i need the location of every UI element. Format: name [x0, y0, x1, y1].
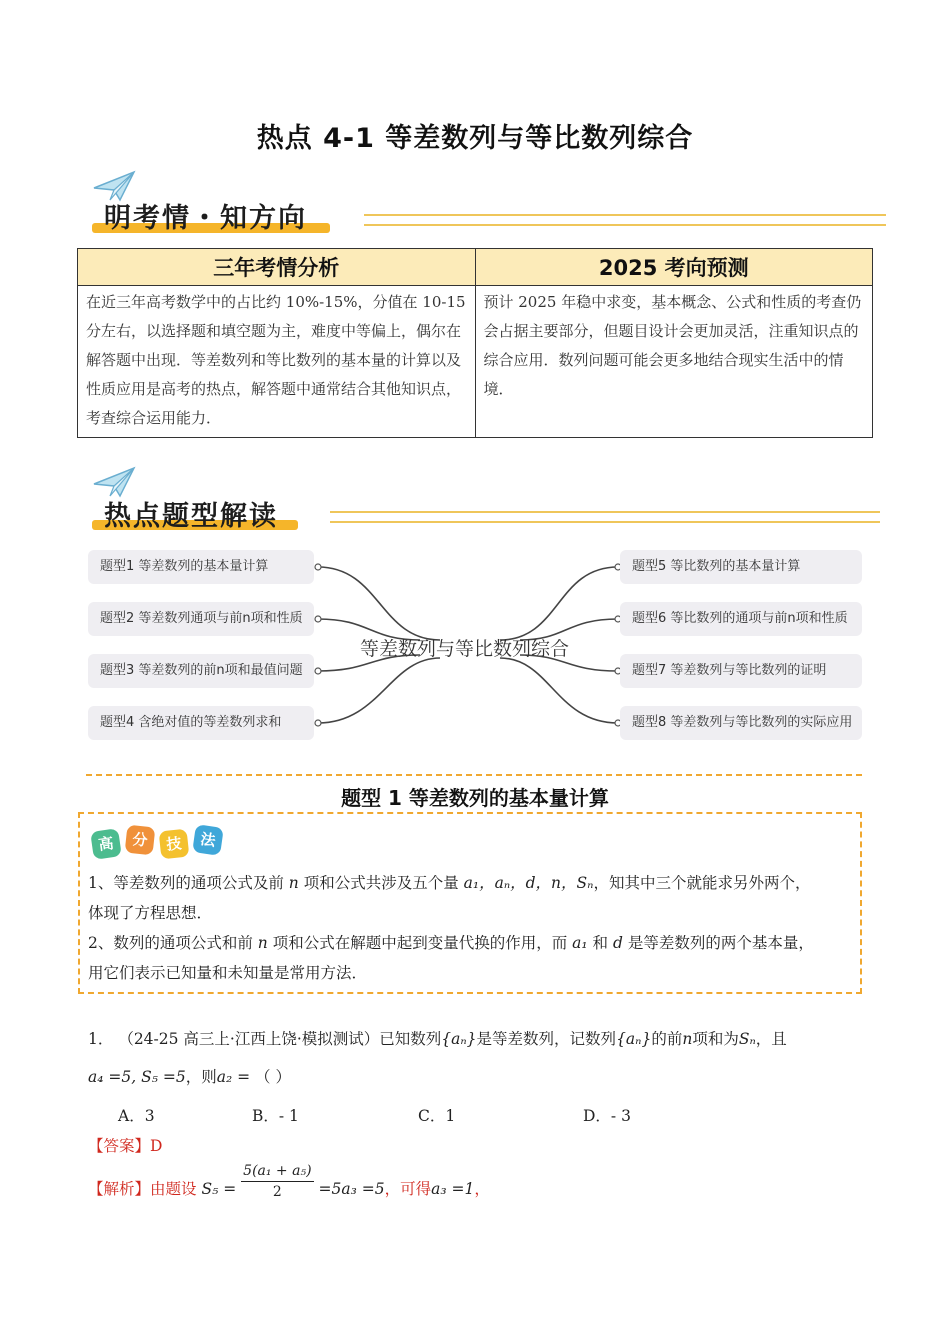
question-1-cont: a₄ =5, S₅ =5，则a₂ = （ ）	[88, 1068, 291, 1086]
exam-analysis-table	[77, 248, 873, 438]
section-title: 题型 1 等差数列的基本量计算	[341, 786, 609, 810]
choice-d[interactable]: D．- 3	[583, 1107, 631, 1125]
choice-b[interactable]: B．- 1	[252, 1107, 299, 1125]
question-1: 1． （24-25 高三上·江西上饶·模拟测试）已知数列{aₙ}是等差数列，记数列{aₙ}的前n项和为Sₙ，且	[88, 1030, 787, 1048]
analysis-line: 【解析】由题设 S₅ = $\frac{\text{5(a₁ + a₅)}}{2}$ =5a₃ =5，可得a₃ =1，	[88, 1162, 490, 1200]
tip-1: 1、等差数列的通项公式及前 n 项和公式共涉及五个量 a₁，aₙ，d，n，Sₙ，知其中三个就能求另外两个， 体现了方程思想．	[88, 874, 811, 922]
mindmap-node: 题型6 等比数列的通项与前n项和性质	[620, 602, 862, 636]
table-cell-analysis: 在近三年高考数学中的占比约 10%-15%，分值在 10-15 分左右，以选择题和填空题为主，难度中等偏上，偶尔在解答题中出现．等差数列和等比数列的基本量的计算以及性质应用是高考的热点，解答题中通常结合其他知识点，考查综合运用能力．	[78, 286, 476, 438]
mindmap-node: 题型5 等比数列的基本量计算	[620, 550, 862, 584]
tips-badge-char: 技	[159, 829, 190, 860]
tip-2: 2、数列的通项公式和前 n 项和公式在解题中起到变量代换的作用，而 a₁ 和 d 是等差数列的两个基本量， 用它们表示已知量和未知量是常用方法．	[88, 934, 814, 982]
mindmap-node: 题型4 含绝对值的等差数列求和	[88, 706, 314, 740]
tips-badge-char: 法	[192, 824, 224, 856]
mindmap-node: 题型7 等差数列与等比数列的证明	[620, 654, 862, 688]
banner-divider	[330, 511, 880, 523]
mindmap-node: 题型1 等差数列的基本量计算	[88, 550, 314, 584]
answer-line: 【答案】D	[88, 1137, 163, 1155]
table-header: 三年考情分析	[78, 249, 476, 286]
tips-badge	[92, 822, 232, 864]
page-title: 热点 4-1 等差数列与等比数列综合	[256, 123, 694, 154]
section-divider	[86, 774, 862, 776]
fraction: $\frac{\text{5(a₁ + a₅)}}{2}$	[243, 1162, 312, 1200]
mindmap-center: 等差数列与等比数列综合	[360, 638, 570, 660]
mindmap-node: 题型2 等差数列通项与前n项和性质	[88, 602, 314, 636]
mindmap-node: 题型3 等差数列的前n项和最值问题	[88, 654, 314, 688]
banner-exam-trend: 明考情・知方向	[104, 203, 307, 234]
tips-badge-char: 分	[125, 825, 156, 856]
banner-hot-topics: 热点题型解读	[104, 501, 278, 532]
table-header: 2025 考向预测	[475, 249, 873, 286]
choice-c[interactable]: C．1	[418, 1107, 456, 1125]
choice-a[interactable]: A．3	[118, 1107, 155, 1125]
banner-divider	[364, 214, 886, 226]
table-cell-forecast: 预计 2025 年稳中求变，基本概念、公式和性质的考查仍会占据主要部分，但题目设计会更加灵活，注重知识点的综合应用．数列问题可能会更多地结合现实生活中的情境．	[475, 286, 873, 438]
mindmap-node: 题型8 等差数列与等比数列的实际应用	[620, 706, 862, 740]
tips-badge-char: 高	[90, 828, 122, 860]
